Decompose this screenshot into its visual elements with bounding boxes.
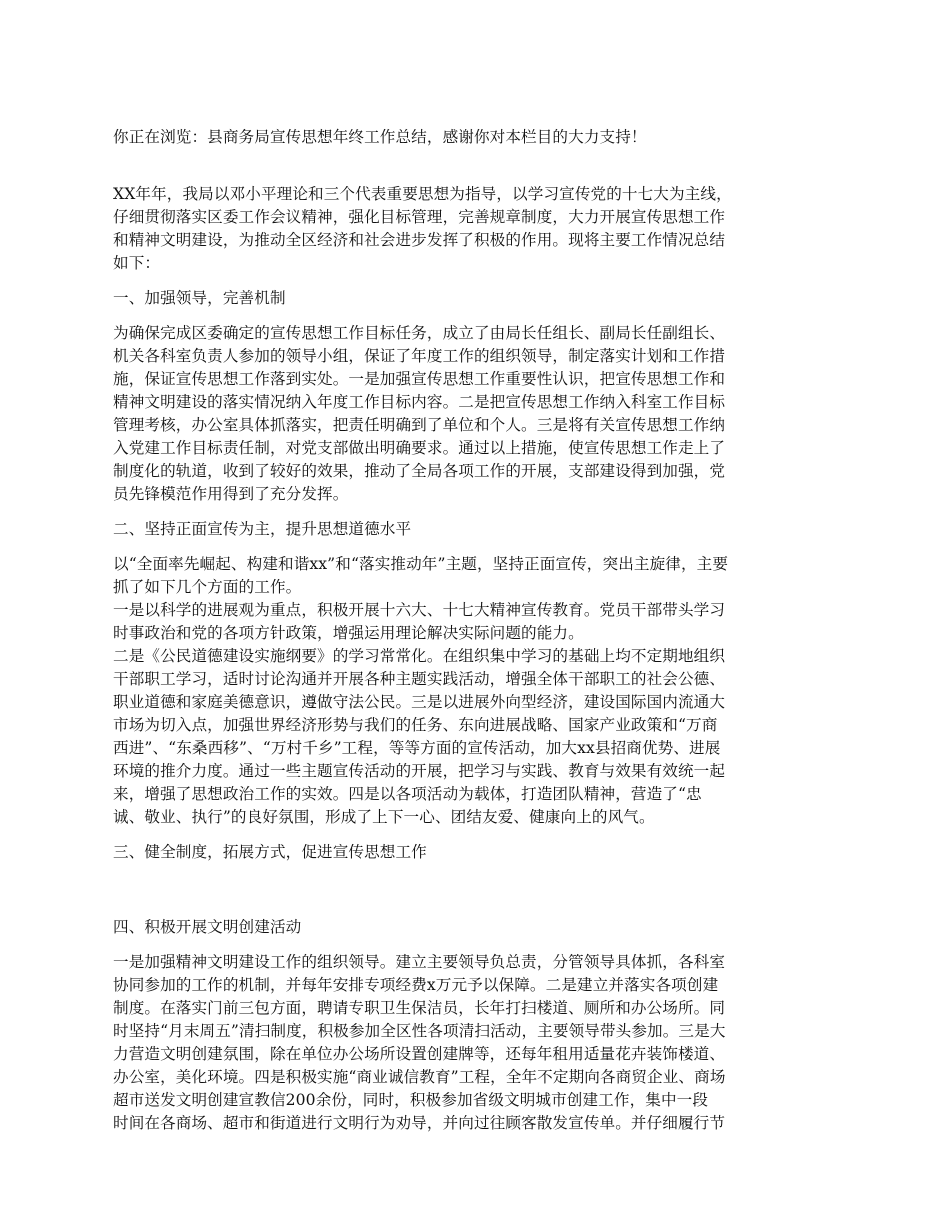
paragraph-line: 抓了如下几个方面的工作。 — [113, 578, 302, 596]
section-4-paragraph — [113, 951, 843, 1135]
paragraph-line: 为确保完成区委确定的宣传思想工作目标任务，成立了由局长任组长、副局长任副组长、 — [113, 324, 726, 342]
intro-line: 仔细贯彻落实区委工作会议精神，强化目标管理，完善规章制度，大力开展宣传思想工作 — [113, 208, 726, 226]
paragraph-line: 时事政治和党的各项方针政策，增强运用理论解决实际问题的能力。 — [113, 624, 584, 642]
paragraph-line: 时坚持“月末周五”清扫制度，积极参加全区性各项清扫活动，主要领导带头参加。三是大 — [113, 1022, 726, 1040]
paragraph-line: 一是以科学的进展观为重点，积极开展十六大、十七大精神宣传教育。党员干部带头学习 — [113, 601, 726, 619]
section-heading-3: 三、健全制度，拓展方式，促进宣传思想工作 — [113, 843, 427, 861]
paragraph-line: 办公室，美化环境。四是积极实施“商业诚信教育”工程，全年不定期向各商贸企业、商场 — [113, 1068, 726, 1086]
intro-line: 和精神文明建设，为推动全区经济和社会进步发挥了积极的作用。现将主要工作情况总结 — [113, 231, 726, 249]
paragraph-line: 环境的推介力度。通过一些主题宣传活动的开展，把学习与实践、教育与效果有效统一起 — [113, 762, 726, 780]
paragraph-line: 管理考核，办公室具体抓落实，把责任明确到了单位和个人。三是将有关宣传思想工作纳 — [113, 416, 726, 434]
section-heading-1: 一、加强领导，完善机制 — [113, 289, 286, 307]
paragraph-line: 制度。在落实门前三包方面，聘请专职卫生保洁员，长年打扫楼道、厕所和办公场所。同 — [113, 999, 726, 1017]
paragraph-line: 二是《公民道德建设实施纲要》的学习常常化。在组织集中学习的基础上均不定期地组织 — [113, 647, 726, 665]
paragraph-line: 来，增强了思想政治工作的实效。四是以各项活动为载体，打造团队精神，营造了“忠 — [113, 785, 702, 803]
paragraph-line: 精神文明建设的落实情况纳入年度工作目标内容。二是把宣传思想工作纳入科室工作目标 — [113, 393, 726, 411]
paragraph-line: 职业道德和家庭美德意识，遵做守法公民。三是以进展外向型经济，建设国际国内流通大 — [113, 693, 726, 711]
browsing-notice: 你正在浏览：县商务局宣传思想年终工作总结，感谢你对本栏目的大力支持！ — [113, 128, 647, 146]
paragraph-line: 制度化的轨道，收到了较好的效果，推动了全局各项工作的开展，支部建设得到加强，党 — [113, 462, 726, 480]
paragraph-line: 施，保证宣传思想工作落到实处。一是加强宣传思想工作重要性认识，把宣传思想工作和 — [113, 370, 726, 388]
paragraph-line: 时间在各商场、超市和街道进行文明行为劝导，并向过往顾客散发宣传单。并仔细履行节 — [113, 1114, 726, 1132]
paragraph-line: 干部职工学习，适时讨论沟通并开展各种主题实践活动，增强全体干部职工的社会公德、 — [113, 670, 726, 688]
paragraph-line: 力营造文明创建氛围，除在单位办公场所设置创建牌等，还每年租用适量花卉装饰楼道、 — [113, 1045, 726, 1063]
paragraph-line: 一是加强精神文明建设工作的组织领导。建立主要领导负总责，分管领导具体抓，各科室 — [113, 953, 726, 971]
paragraph-line: 超市送发文明创建宣教信200余份，同时，积极参加省级文明城市创建工作，集中一段 — [113, 1091, 709, 1109]
paragraph-line: 机关各科室负责人参加的领导小组，保证了年度工作的组织领导，制定落实计划和工作措 — [113, 347, 726, 365]
section-heading-4: 四、积极开展文明创建活动 — [113, 918, 302, 936]
intro-paragraph — [113, 183, 843, 275]
document-page — [113, 126, 843, 1135]
paragraph-line: 员先锋模范作用得到了充分发挥。 — [113, 485, 349, 503]
section-heading-2: 二、坚持正面宣传为主，提升思想道德水平 — [113, 520, 412, 538]
paragraph-line: 西进”、“东桑西移”、“万村千乡”工程，等等方面的宣传活动，加大xx县招商优势、进展 — [113, 739, 721, 757]
section-1-paragraph — [113, 322, 843, 506]
paragraph-line: 市场为切入点，加强世界经济形势与我们的任务、东向进展战略、国家产业政策和“万商 — [113, 716, 718, 734]
section-2-paragraph — [113, 553, 843, 829]
intro-line: XX年年，我局以邓小平理论和三个代表重要思想为指导，以学习宣传党的十七大为主线， — [113, 185, 732, 203]
blank-space — [113, 876, 843, 916]
paragraph-line: 诚、敬业、执行”的良好氛围，形成了上下一心、团结友爱、健康向上的风气。 — [113, 808, 655, 826]
paragraph-line: 以“全面率先崛起、构建和谐xx”和“落实推动年”主题，坚持正面宣传，突出主旋律，主要 — [113, 555, 729, 573]
intro-line: 如下： — [113, 254, 161, 272]
paragraph-line: 入党建工作目标责任制，对党支部做出明确要求。通过以上措施，使宣传思想工作走上了 — [113, 439, 726, 457]
paragraph-line: 协同参加的工作的机制，并每年安排专项经费x万元予以保障。二是建立并落实各项创建 — [113, 976, 719, 994]
